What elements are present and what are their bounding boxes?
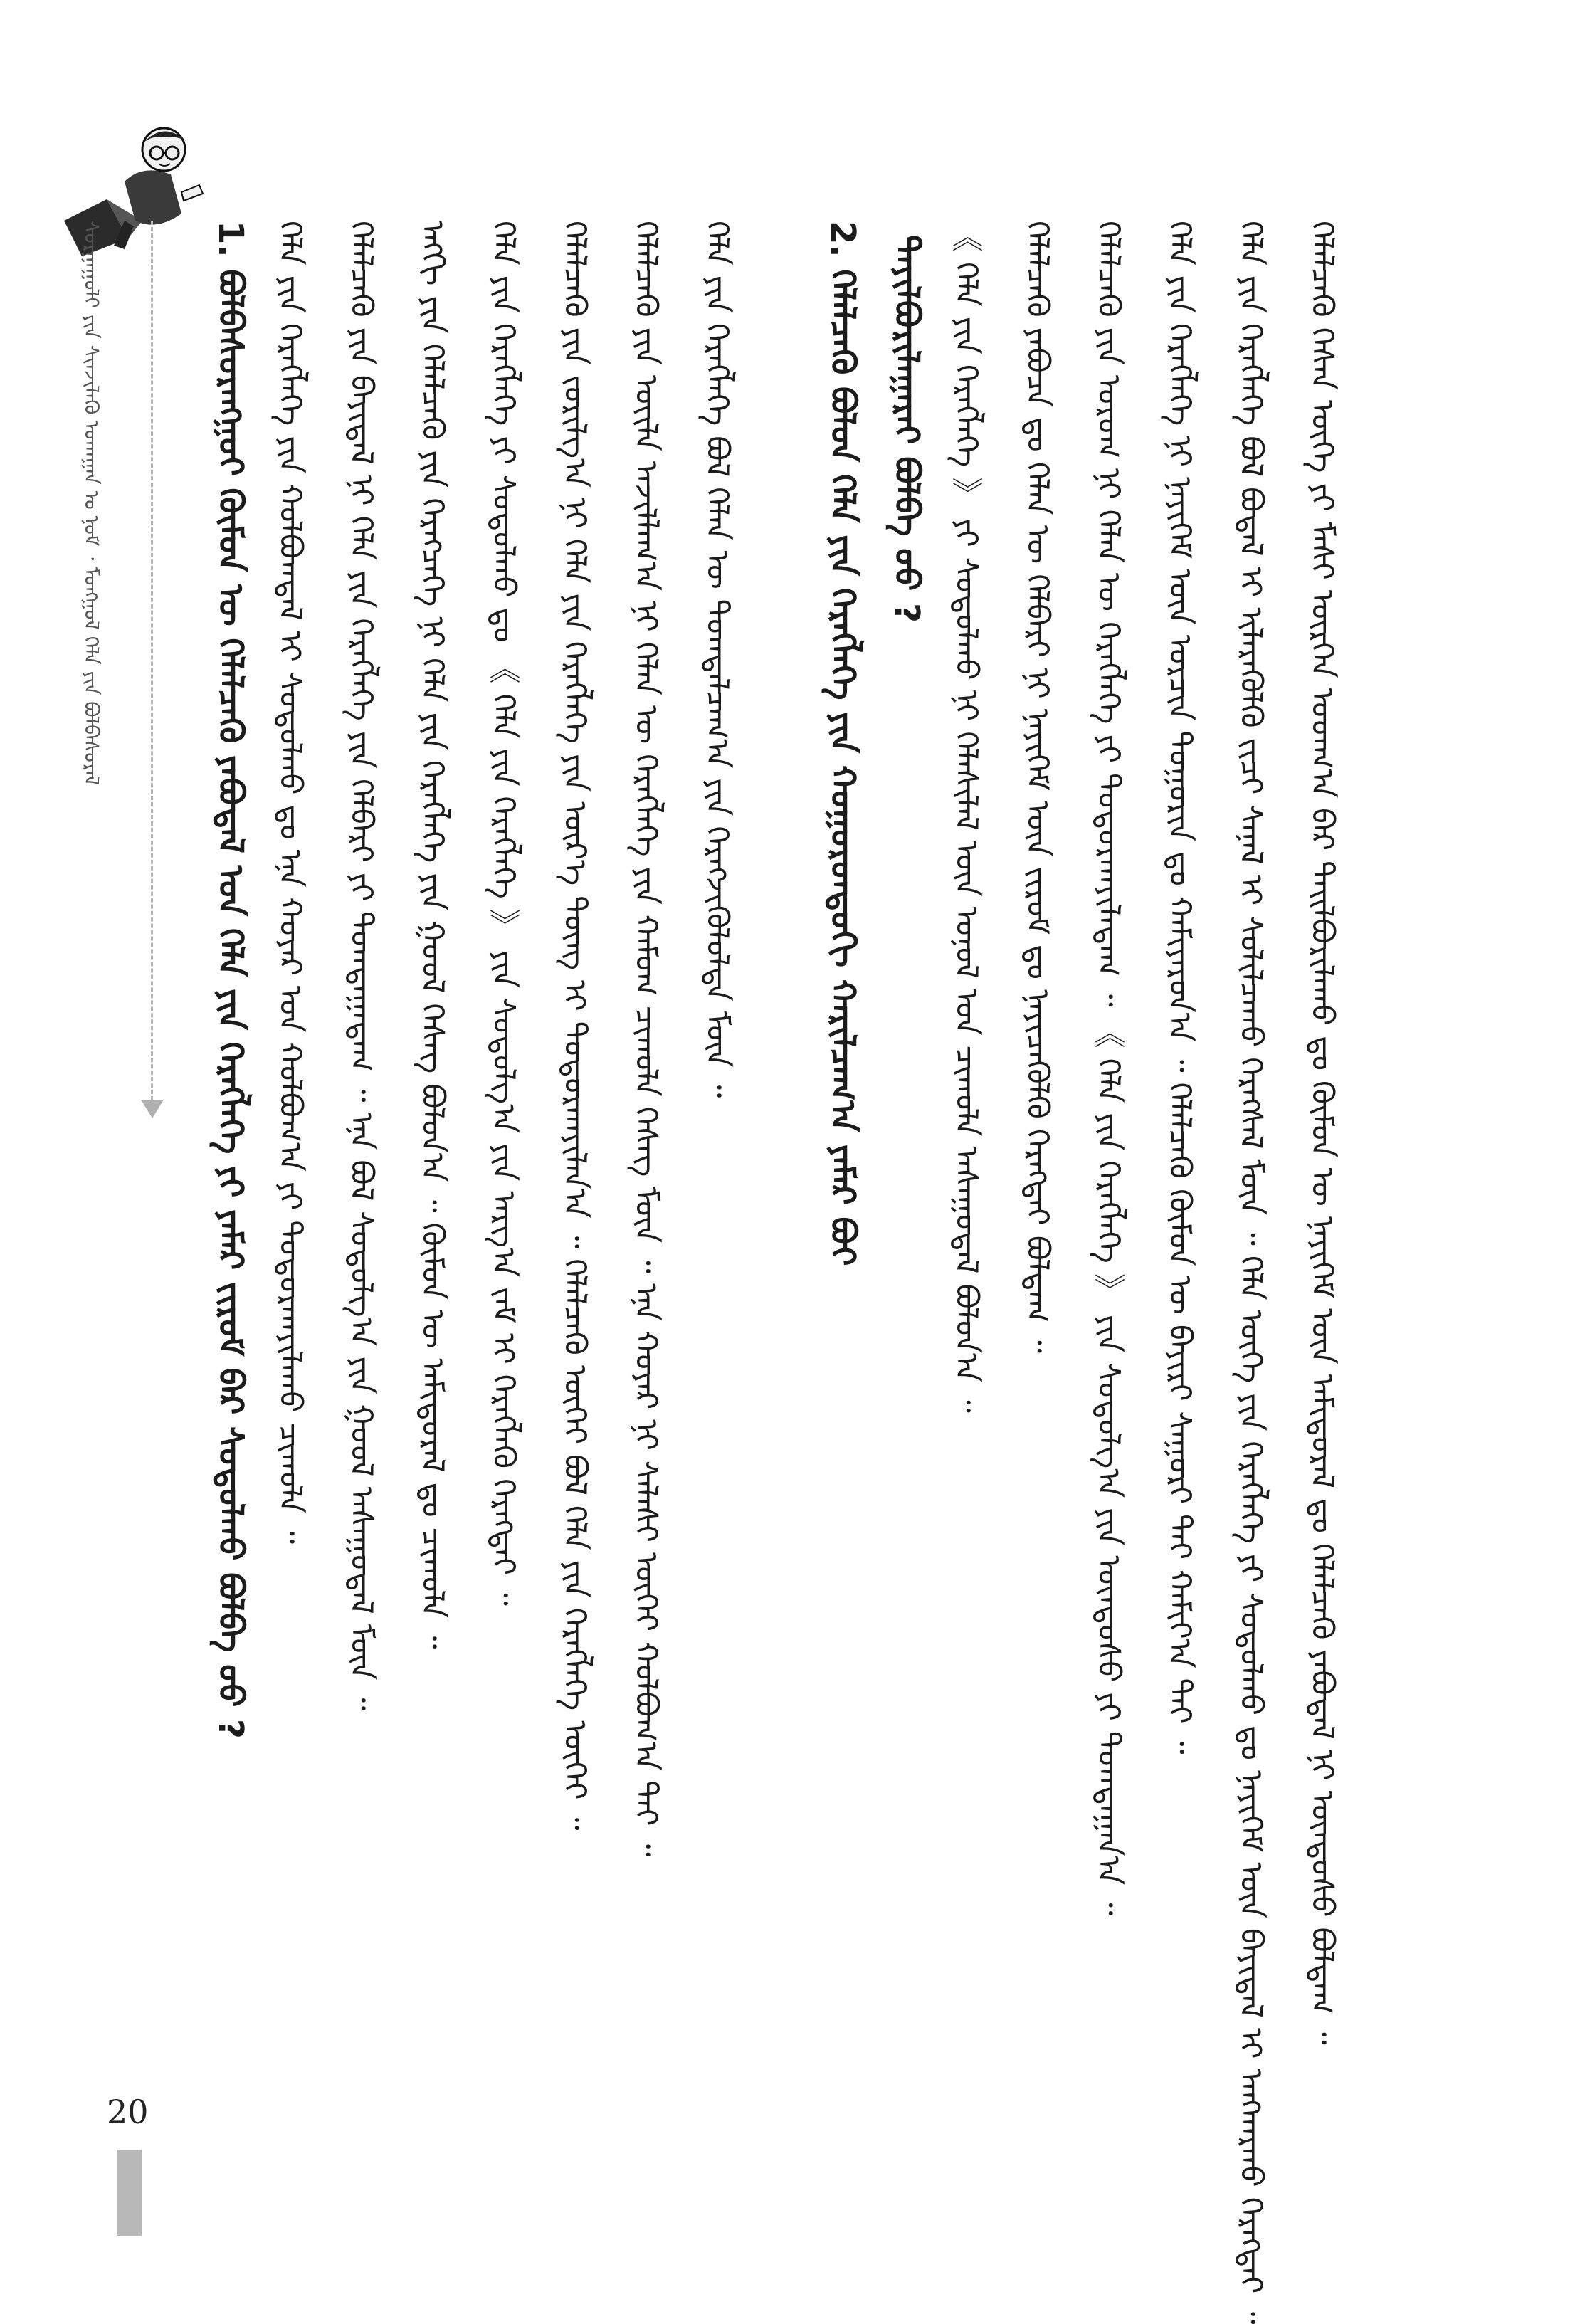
paragraph-bottom-line: ᠡᠩᠭᠢ ᠶᠢᠨ ᠬᠡᠯᠡᠯᠴᠡᠬᠦ ᠶᠢᠨ ᠬᠡᠷᠡᠭᠴᠡᠭᠡ ᠨᠢ ᠬᠡᠯᠡ ᠶᠢᠨ ᠬᠡᠷᠡᠭᠯᠡᠭᠡ ᠶᠢᠨ ᠭᠣᠣᠯ ᠬᠡᠰᠡᠭ ᠪᠣᠯᠤᠨ᠎ᠠ ᠃ ᠬᠦᠮᠦᠨ ᠦ ᠠᠮᠢᠳᠤᠷᠠᠯ ᠳᠤ ᠴᠢᠬᠤᠯᠠ ᠃	[414, 221, 451, 1649]
header-divider-arrow-icon	[141, 1100, 164, 1118]
paragraph-top-line: ᠬᠡᠯᠡᠯᠴᠡᠬᠦ ᠶᠠᠪᠤᠴᠠ ᠳᠤ ᠬᠡᠯᠡᠨ ᠦ ᠬᠡᠯᠪᠡᠷᠢ ᠨᠢ ᠨᠡᠶᠢᠭᠡᠮ ᠦᠨ ᠵᠢᠷᠤᠮ ᠳᠤ ᠨᠡᠶᠢᠴᠡᠭᠦᠯᠬᠦ ᠬᠡᠷᠡᠭᠲᠡᠢ ᠪᠣᠯᠳᠠᠭ ᠃	[1019, 221, 1055, 1353]
paragraph-top-line: ᠬᠡᠯᠡ ᠶᠢᠨ ᠬᠡᠷᠡᠭᠯᠡᠭᠡ ᠪᠣᠯ ᠪᠣᠳᠠᠯ ᠢ ᠢᠯᠡᠷᠡᠭᠦᠯᠬᠦ ᠵᠢᠴᠢ ᠰᠠᠨᠠᠯ ᠢ ᠰᠣᠯᠢᠯᠴᠠᠬᠤ ᠬᠡᠷᠡᠭᠰᠡᠯ ᠮᠥᠨ ᠃ ᠬᠡᠯᠡ ᠦᠭᠡ ᠶᠢᠨ ᠬᠡᠷᠡᠭᠯᠡᠭᠡ ᠶᠢ ᠰᠤᠳᠤᠯᠬᠤ ᠳᠤ ᠨᠡᠶᠢᠭᠡᠮ ᠦᠨ ᠪᠠᠶᠢᠳᠠᠯ ᠢ ᠠᠩᠬᠠᠷᠬᠤ ᠬᠡᠷᠡᠭᠲᠡᠢ ᠃	[1233, 221, 1269, 2324]
paragraph-bottom-line: ᠬᠡᠯᠡᠯᠴᠡᠬᠦ ᠶᠢᠨ ᠦᠢᠯᠡ ᠠᠵᠢᠯᠯᠠᠭ᠎ᠠ ᠨᠢ ᠬᠡᠯᠡᠨ ᠦ ᠬᠡᠷᠡᠭᠯᠡᠭᠡ ᠶᠢᠨ ᠬᠠᠮᠤᠭ ᠴᠢᠬᠤᠯᠠ ᠬᠡᠰᠡᠭ ᠮᠥᠨ ᠃ ᠡᠨᠡ ᠬᠣᠶᠠᠷ ᠨᠢ ᠰᠠᠯᠠᠰᠢ ᠦᠭᠡᠢ ᠬᠣᠯᠪᠤᠭ᠎ᠠ ᠲᠠᠢ ᠃	[628, 221, 664, 1857]
paragraph-bottom-line: ᠬᠡᠯᠡᠯᠴᠡᠬᠦ ᠶᠢᠨ ᠪᠠᠶᠢᠳᠠᠯ ᠨᠢ ᠬᠡᠯᠡ ᠶᠢᠨ ᠬᠡᠷᠡᠭᠯᠡᠭᠡ ᠶᠢᠨ ᠬᠡᠯᠪᠡᠷᠢ ᠶᠢ ᠲᠣᠭᠲᠠᠭᠠᠳᠠᠭ ᠃ ᠡᠨᠡ ᠪᠣᠯ ᠰᠤᠳᠤᠯᠭ᠎ᠠ ᠶᠢᠨ ᠭᠣᠣᠯ ᠠᠰᠠᠭᠤᠳᠠᠯ ᠮᠥᠨ ᠃	[343, 221, 379, 1711]
paragraph-bottom-line: ᠬᠡᠯᠡ ᠶᠢᠨ ᠬᠡᠷᠡᠭᠯᠡᠭᠡ ᠶᠢᠨ ᠬᠣᠯᠪᠣᠭᠳᠠᠯ ᠢ ᠰᠣᠳᠤᠯᠬᠤ ᠳᠤ ᠡᠨᠡ ᠬᠣᠶᠠᠷ ᠤᠨ ᠬᠣᠯᠪᠣᠭ᠎ᠠ ᠶᠢ ᠲᠣᠳᠣᠷᠬᠠᠶᠢᠯᠠᠬᠤ ᠴᠢᠬᠤᠯᠠ ᠃	[272, 221, 308, 1544]
question-1-text: ᠪᠣᠯᠪᠠᠰᠤᠷᠠᠩᠭᠤᠢ ᠬᠦᠮᠦᠨ ᠦ ᠬᠡᠯᠡᠯᠴᠡᠬᠦ ᠶᠠᠪᠤᠳᠠᠯ ᠤᠨ ᠬᠡᠯᠡ ᠶᠢᠨ ᠬᠡᠷᠡᠭᠯᠡᠭᠡ ᠶᠢ ᠶᠠᠮᠠᠷ ᠵᠢᠷᠤᠮ ᠪᠠᠷ ᠰᠤᠳᠤᠯᠬᠤ ᠪᠣᠯᠪᠠ ᠤᠤ ?	[211, 269, 251, 1739]
paragraph-bottom-line: ᠬᠡᠯᠡᠯᠴᠡᠬᠦ ᠶᠢᠨ ᠵᠣᠷᠢᠯᠭ᠎ᠠ ᠨᠢ ᠬᠡᠯᠡ ᠶᠢᠨ ᠬᠡᠷᠡᠭᠯᠡᠭᠡ ᠶᠢᠨ ᠦᠷ᠎ᠡ ᠳᠦᠩ ᠢ ᠲᠣᠳᠣᠷᠬᠠᠶᠢᠯᠠᠨ᠎ᠠ ᠃ ᠬᠡᠯᠡᠯᠴᠡᠬᠦ ᠦᠭᠡᠢ ᠪᠣᠯ ᠬᠡᠯᠡ ᠶᠢᠨ ᠬᠡᠷᠡᠭᠯᠡᠭᠡ ᠦᠭᠡᠢ ᠃	[557, 221, 593, 1831]
question-1	[211, 221, 251, 1900]
paragraph-top-line: ᠬᠡᠯᠡᠯᠴᠡᠬᠦ ᠶᠢᠨ ᠤᠷᠤᠭ ᠨᠢ ᠬᠡᠯᠡᠨ ᠦ ᠬᠡᠷᠡᠭᠯᠡᠭᠡ ᠶᠢ ᠲᠣᠳᠣᠷᠬᠠᠶᠢᠯᠠᠳᠠᠭ ᠃ 《 ᠬᠡᠯᠡ ᠶᠢᠨ ᠬᠡᠷᠡᠭᠯᠡᠭᠡ 》 ᠶᠢᠨ ᠰᠤᠳᠤᠯᠭ᠎ᠠ ᠶᠢᠨ ᠦᠨᠳᠦᠰᠦ ᠶᠢ ᠲᠣᠭᠲᠠᠭᠠᠨ᠎ᠠ ᠃	[1090, 221, 1127, 1916]
paragraph-top-line: 《 ᠬᠡᠯᠡ ᠶᠢᠨ ᠬᠡᠷᠡᠭᠯᠡᠭᠡ 》 ᠶᠢ ᠰᠤᠳᠤᠯᠬᠤ ᠨᠢ ᠬᠡᠯᠡᠰᠢᠯᠡᠯ ᠦᠨ ᠣᠨᠣᠯ ᠤᠨ ᠴᠢᠬᠤᠯᠠ ᠠᠰᠠᠭᠤᠳᠠᠯ ᠪᠣᠯᠤᠨ᠎ᠠ ᠃	[948, 221, 984, 1413]
page-edge-tab	[117, 2150, 142, 2236]
header-divider-line	[151, 221, 153, 1107]
running-header: ᠰᠤᠷᠭᠠᠭᠤᠯᠢ ᠶᠢᠨ ᠰᠢᠨᠵᠢᠯᠡᠬᠦ ᠤᠬᠠᠭᠠᠨ ᠤ ᠨᠣᠮ ᠂ ᠮᠣᠩᠭᠣᠯ ᠬᠡᠯᠡ ᠶᠢᠨ ᠪᠣᠯᠪᠠᠰᠤᠷᠠᠯ	[80, 221, 103, 786]
paragraph-bottom-line: ᠬᠡᠯᠡ ᠶᠢᠨ ᠬᠡᠷᠡᠭᠯᠡᠭᠡ ᠪᠣᠯ ᠬᠡᠯᠡᠨ ᠦ ᠲᠣᠭᠲᠠᠯᠴᠠᠭ᠎ᠠ ᠶᠢᠨ ᠬᠡᠷᠡᠭᠵᠢᠭᠦᠯᠦᠯᠲᠡ ᠮᠥᠨ ᠃	[699, 221, 735, 1098]
paragraph-top-line: ᠬᠡᠯᠡᠯᠴᠡᠬᠦ ᠭᠡᠰᠡᠨ ᠦᠭᠡ ᠶᠢ ᠮᠠᠰᠢ ᠥᠷᠭᠡᠨ ᠤᠳᠬ᠎ᠠ ᠪᠠᠷ ᠲᠠᠢᠯᠪᠤᠷᠢᠯᠠᠬᠤ ᠳᠤ ᠬᠦᠮᠦᠨ ᠦ ᠨᠡᠶᠢᠭᠡᠮ ᠦᠨ ᠠᠮᠢᠳᠤᠷᠠᠯ ᠳᠤ ᠬᠡᠯᠡᠯᠴᠡᠬᠦ ᠶᠠᠪᠤᠳᠠᠯ ᠨᠢ ᠦᠨᠳᠦᠰᠦ ᠪᠣᠯᠳᠠᠭ ᠃	[1304, 221, 1340, 2045]
paragraph-bottom-line: ᠬᠡᠯᠡ ᠶᠢᠨ ᠬᠡᠷᠡᠭᠯᠡᠭᠡ ᠶᠢ ᠰᠤᠳᠤᠯᠬᠤ ᠳᠤ 《 ᠬᠡᠯᠡ ᠶᠢᠨ ᠬᠡᠷᠡᠭᠯᠡᠭᠡ 》 ᠶᠢᠨ ᠰᠤᠳᠤᠯᠭ᠎ᠠ ᠶᠢᠨ ᠠᠷᠭ᠎ᠠ ᠵᠠᠮ ᠢ ᠬᠡᠷᠡᠭᠯᠡᠬᠦ ᠬᠡᠷᠡᠭᠲᠡᠢ ᠃	[485, 221, 522, 1606]
question-2	[823, 221, 863, 1908]
page-number: 20	[107, 2093, 149, 2131]
question-2-text: ᠬᠡᠯᠡᠯᠴᠡᠬᠦ ᠪᠣᠯᠤᠨ ᠬᠡᠯᠡ ᠶᠢᠨ ᠬᠡᠷᠡᠭᠯᠡᠭᠡ ᠶᠢᠨ ᠬᠣᠭᠣᠷᠣᠨᠳᠣᠬᠢ ᠬᠠᠷᠢᠯᠴᠠᠭ᠎ᠠ ᠶᠠᠮᠠᠷ ᠪᠤᠢ	[823, 269, 863, 1266]
question-2-number: 2.	[823, 221, 863, 258]
question-1-number: 1.	[211, 221, 251, 258]
paragraph-top-line: ᠬᠡᠯᠡ ᠶᠢᠨ ᠬᠡᠷᠡᠭᠯᠡᠭᠡ ᠨᠢ ᠨᠡᠶᠢᠭᠡᠮ ᠦᠨ ᠣᠷᠴᠢᠨ ᠲᠣᠭᠣᠷᠢᠨ ᠳᠤ ᠬᠠᠮᠢᠶᠠᠷᠤᠨ᠎ᠠ ᠃ ᠬᠡᠯᠡᠯᠴᠡᠬᠦ ᠬᠦᠮᠦᠨ ᠦ ᠪᠠᠶᠢᠷᠢ ᠰᠠᠭᠤᠷᠢ ᠲᠠᠢ ᠬᠠᠮᠢᠶ᠎ᠠ ᠲᠠᠢ ᠃	[1162, 221, 1198, 1755]
question-2-continuation: ᠲᠠᠶᠢᠯᠪᠤᠷᠢᠯᠠᠭᠠᠷᠠᠢ ᠪᠣᠯᠪᠠ ᠤᠤ ?	[887, 235, 927, 623]
